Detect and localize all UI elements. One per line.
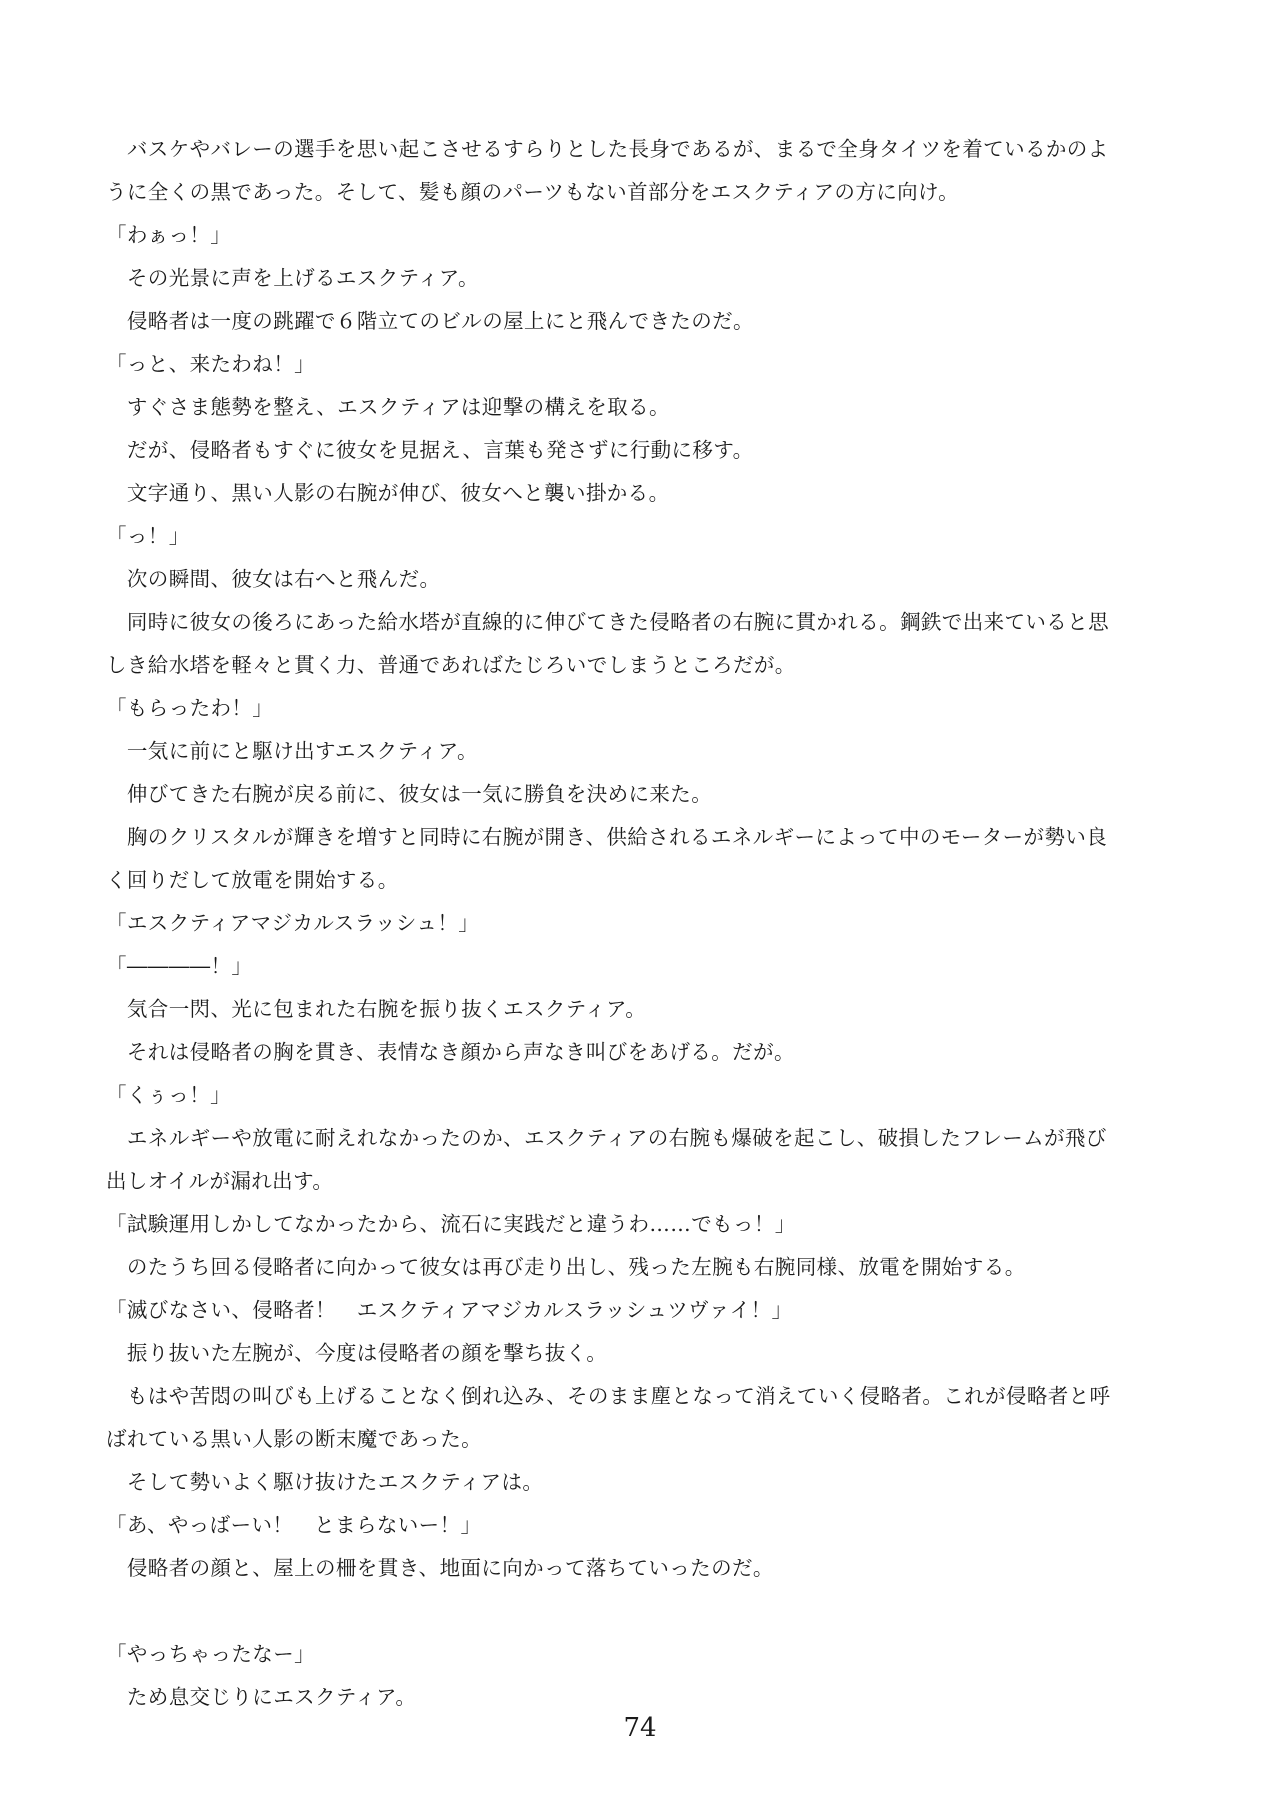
text-line: 一気に前にと駆け出すエスクティア。: [106, 739, 478, 763]
text-line: 「っ！」: [106, 524, 190, 548]
text-line: 「くぅっ！」: [106, 1083, 231, 1107]
text-line: く回りだして放電を開始する。: [106, 868, 399, 892]
text-line: エネルギーや放電に耐えれなかったのか、エスクティアの右腕も爆破を起こし、破損したフレームが飛び: [106, 1126, 1107, 1150]
text-line: 振り抜いた左腕が、今度は侵略者の顔を撃ち抜く。: [106, 1341, 608, 1365]
text-line: 「わぁっ！」: [106, 223, 232, 247]
text-line: 同時に彼女の後ろにあった給水塔が直線的に伸びてきた侵略者の右腕に貫かれる。鋼鉄で出来ていると思: [106, 610, 1109, 634]
text-line: 「やっちゃったなー」: [106, 1642, 315, 1666]
text-line: のたうち回る侵略者に向かって彼女は再び走り出し、残った左腕も右腕同様、放電を開始する。: [106, 1255, 1026, 1279]
text-line: 次の瞬間、彼女は右へと飛んだ。: [106, 567, 441, 591]
text-line: 「もらったわ！」: [106, 696, 274, 720]
text-line: もはや苦悶の叫びも上げることなく倒れ込み、そのまま塵となって消えていく侵略者。これが侵略者と呼: [106, 1384, 1111, 1408]
text-line: 「滅びなさい、侵略者！ エスクティアマジカルスラッシュツヴァイ！」: [106, 1298, 793, 1322]
text-line: うに全くの黒であった。そして、髪も顔のパーツもない首部分をエスクティアの方に向け。: [106, 180, 960, 204]
text-line: ばれている黒い人影の断末魔であった。: [106, 1427, 482, 1451]
text-line: その光景に声を上げるエスクティア。: [106, 266, 479, 290]
text-line: すぐさま態勢を整え、エスクティアは迎撃の構えを取る。: [106, 395, 670, 419]
text-line: 伸びてきた右腕が戻る前に、彼女は一気に勝負を決めに来た。: [106, 782, 713, 806]
text-line: 文字通り、黒い人影の右腕が伸び、彼女へと襲い掛かる。: [106, 481, 670, 505]
text-line: 「エスクティアマジカルスラッシュ！」: [106, 911, 480, 935]
text-line: 侵略者の顔と、屋上の柵を貫き、地面に向かって落ちていったのだ。: [106, 1556, 774, 1580]
page-number: 74: [623, 1713, 657, 1743]
text-line: バスケやバレーの選手を思い起こさせるすらりとした長身であるが、まるで全身タイツを着ているかのよ: [106, 137, 1109, 161]
blank-line: [106, 1590, 1186, 1633]
text-line: 侵略者は一度の跳躍で６階立てのビルの屋上にと飛んできたのだ。: [106, 309, 754, 333]
text-line: だが、侵略者もすぐに彼女を見据え、言葉も発さずに行動に移す。: [106, 438, 754, 462]
text-line: ため息交じりにエスクティア。: [106, 1685, 417, 1709]
text-line: 胸のクリスタルが輝きを増すと同時に右腕が開き、供給されるエネルギーによって中のモーターが勢い良: [106, 825, 1108, 849]
text-line: 「っと、来たわね！」: [106, 352, 315, 376]
text-line: それは侵略者の胸を貫き、表情なき顔から声なき叫びをあげる。だが。: [106, 1040, 795, 1064]
text-line: 「あ、やっばーい！ とまらないー！」: [106, 1513, 482, 1537]
text-line: しき給水塔を軽々と貫く力、普通であればたじろいでしまうところだが。: [106, 653, 796, 677]
text-line: 出しオイルが漏れ出す。: [106, 1169, 334, 1193]
text-line: 「――――！」: [106, 954, 253, 978]
body-text: [106, 128, 1186, 1719]
text-line: 「試験運用しかしてなかったから、流石に実践だと違うわ……でもっ！」: [106, 1212, 796, 1236]
text-line: そして勢いよく駆け抜けたエスクティアは。: [106, 1470, 544, 1494]
text-line: 気合一閃、光に包まれた右腕を振り抜くエスクティア。: [106, 997, 647, 1021]
